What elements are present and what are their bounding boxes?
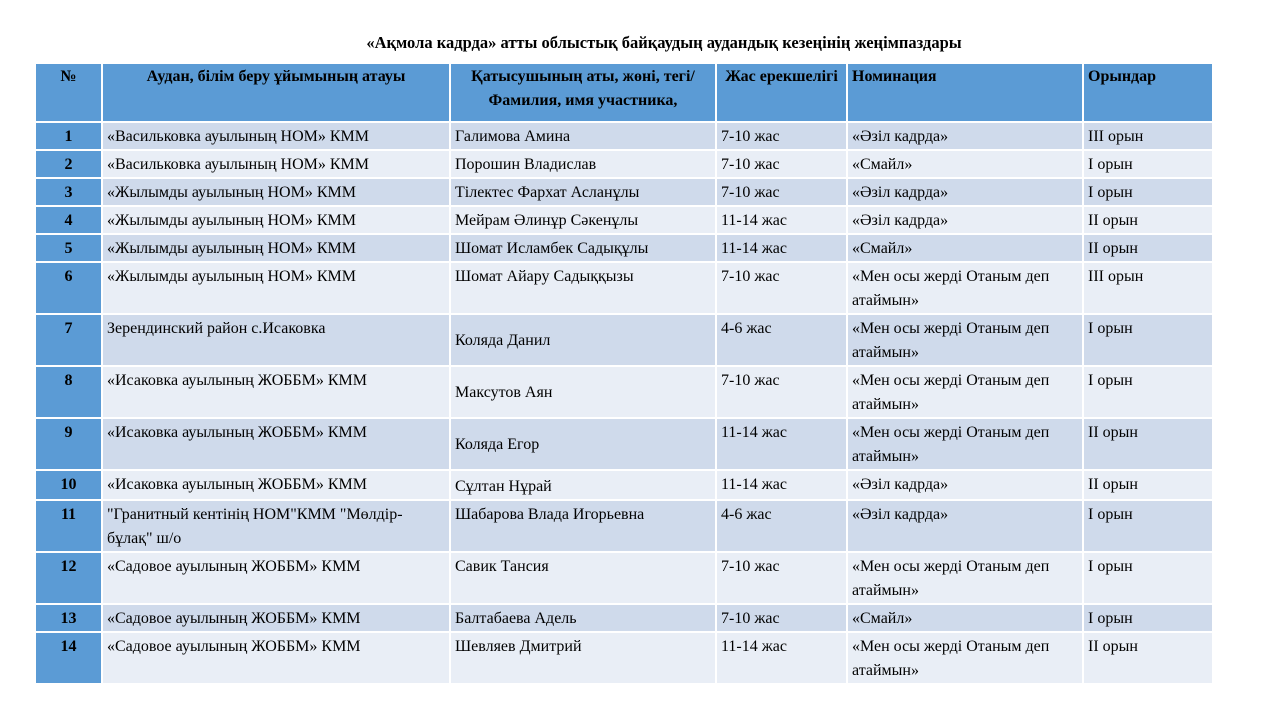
table-row [35,470,1213,500]
table-row [35,178,1213,206]
age-group-cell: 11-14 жас [716,632,847,684]
table-row [35,418,1213,470]
place-cell: І орын [1083,178,1213,206]
table-row [35,604,1213,632]
place-cell: ІІ орын [1083,418,1213,470]
nomination-cell: «Мен осы жерді Отаным деп атаймын» [847,314,1083,366]
place-cell: ІІ орын [1083,632,1213,684]
table-row [35,632,1213,684]
nomination-cell: «Смайл» [847,234,1083,262]
place-cell: І орын [1083,366,1213,418]
age-group-cell: 4-6 жас [716,314,847,366]
place-cell: ІІ орын [1083,206,1213,234]
participant-name-cell: Сұлтан Нұрай [450,470,716,500]
column-header-nomination: Номинация [847,63,1083,122]
participant-name-cell: Шомат Айару Садыққызы [450,262,716,314]
row-number-cell: 4 [35,206,102,234]
age-group-cell: 7-10 жас [716,604,847,632]
row-number-cell: 2 [35,150,102,178]
nomination-cell: «Мен осы жерді Отаным деп атаймын» [847,418,1083,470]
place-cell: ІІ орын [1083,234,1213,262]
nomination-cell: «Смайл» [847,150,1083,178]
table-row [35,122,1213,150]
age-group-cell: 11-14 жас [716,470,847,500]
place-cell: І орын [1083,552,1213,604]
nomination-cell: «Мен осы жерді Отаным деп атаймын» [847,262,1083,314]
school-name-cell: «Садовое ауылының ЖОББМ» КММ [102,632,450,684]
age-group-cell: 11-14 жас [716,418,847,470]
place-cell: ІІІ орын [1083,262,1213,314]
school-name-cell: «Садовое ауылының ЖОББМ» КММ [102,552,450,604]
place-cell: І орын [1083,500,1213,552]
age-group-cell: 7-10 жас [716,178,847,206]
nomination-cell: «Әзіл кадрда» [847,178,1083,206]
participant-name-cell: Максутов Аян [450,366,716,418]
column-header-age: Жас ерекшелігі [716,63,847,122]
participant-name-cell: Мейрам Әлинұр Сәкенұлы [450,206,716,234]
row-number-cell: 10 [35,470,102,500]
school-name-cell: «Исаковка ауылының ЖОББМ» КММ [102,366,450,418]
age-group-cell: 7-10 жас [716,552,847,604]
school-name-cell: «Васильковка ауылының НОМ» КММ [102,150,450,178]
school-name-cell: "Гранитный кентінің НОМ"КММ "Мөлдір-бұлақ" ш/о [102,500,450,552]
nomination-cell: «Смайл» [847,604,1083,632]
participant-name-cell: Коляда Егор [450,418,716,470]
column-header-number: № [35,63,102,122]
age-group-cell: 7-10 жас [716,366,847,418]
nomination-cell: «Мен осы жерді Отаным деп атаймын» [847,366,1083,418]
place-cell: І орын [1083,314,1213,366]
age-group-cell: 11-14 жас [716,234,847,262]
school-name-cell: «Садовое ауылының ЖОББМ» КММ [102,604,450,632]
row-number-cell: 5 [35,234,102,262]
participant-name-cell: Коляда Данил [450,314,716,366]
row-number-cell: 13 [35,604,102,632]
school-name-cell: «Жылымды ауылының НОМ» КММ [102,206,450,234]
table-row [35,262,1213,314]
school-name-cell: «Жылымды ауылының НОМ» КММ [102,178,450,206]
place-cell: І орын [1083,604,1213,632]
row-number-cell: 7 [35,314,102,366]
school-name-cell: Зерендинский район с.Исаковка [102,314,450,366]
column-header-school: Аудан, білім беру ұйымының атауы [102,63,450,122]
row-number-cell: 12 [35,552,102,604]
row-number-cell: 14 [35,632,102,684]
participant-name-cell: Савик Тансия [450,552,716,604]
nomination-cell: «Әзіл кадрда» [847,122,1083,150]
age-group-cell: 7-10 жас [716,262,847,314]
age-group-cell: 7-10 жас [716,150,847,178]
row-number-cell: 11 [35,500,102,552]
row-number-cell: 6 [35,262,102,314]
nomination-cell: «Мен осы жерді Отаным деп атаймын» [847,552,1083,604]
table-row [35,314,1213,366]
row-number-cell: 8 [35,366,102,418]
nomination-cell: «Әзіл кадрда» [847,206,1083,234]
page-title: «Ақмола кадрда» атты облыстық байқаудың аудандық кезеңінің жеңімпаздары [366,33,962,52]
table-row [35,552,1213,604]
winners-table [34,62,1214,685]
participant-name-cell: Шевляев Дмитрий [450,632,716,684]
table-row [35,366,1213,418]
participant-name-cell: Галимова Амина [450,122,716,150]
table-row [35,206,1213,234]
table-header-row [35,63,1213,122]
column-header-place: Орындар [1083,63,1213,122]
row-number-cell: 1 [35,122,102,150]
row-number-cell: 3 [35,178,102,206]
participant-name-cell: Порошин Владислав [450,150,716,178]
school-name-cell: «Васильковка ауылының НОМ» КММ [102,122,450,150]
nomination-cell: «Мен осы жерді Отаным деп атаймын» [847,632,1083,684]
table-row [35,150,1213,178]
column-header-participant: Қатысушының аты, жөні, тегі/Фамилия, имя участника, [450,63,716,122]
place-cell: ІІ орын [1083,470,1213,500]
school-name-cell: «Исаковка ауылының ЖОББМ» КММ [102,418,450,470]
school-name-cell: «Жылымды ауылының НОМ» КММ [102,262,450,314]
participant-name-cell: Шомат Исламбек Садықұлы [450,234,716,262]
place-cell: І орын [1083,150,1213,178]
age-group-cell: 7-10 жас [716,122,847,150]
participant-name-cell: Шабарова Влада Игорьевна [450,500,716,552]
age-group-cell: 11-14 жас [716,206,847,234]
nomination-cell: «Әзіл кадрда» [847,470,1083,500]
row-number-cell: 9 [35,418,102,470]
participant-name-cell: Тілектес Фархат Асланұлы [450,178,716,206]
school-name-cell: «Жылымды ауылының НОМ» КММ [102,234,450,262]
nomination-cell: «Әзіл кадрда» [847,500,1083,552]
table-row [35,234,1213,262]
age-group-cell: 4-6 жас [716,500,847,552]
participant-name-cell: Балтабаева Адель [450,604,716,632]
school-name-cell: «Исаковка ауылының ЖОББМ» КММ [102,470,450,500]
table-row [35,500,1213,552]
place-cell: ІІІ орын [1083,122,1213,150]
